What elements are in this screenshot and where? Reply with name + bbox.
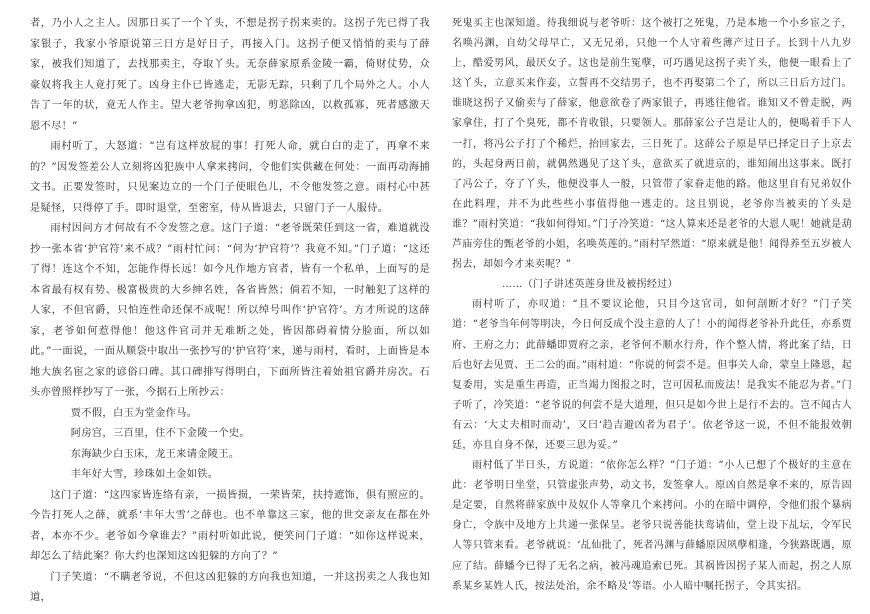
- paragraph: 门子笑道：“不瞒老爷说，不但这凶犯躲的方向我也知道，一并这拐卖之人我也知道，: [30, 571, 430, 603]
- poem-line: 贾不假，白玉为堂金作马。: [70, 407, 198, 419]
- paragraph: 这门子道：“这四家皆连络有亲，一损皆损，一荣皆荣，扶持遮饰，俱有照应的。今告打死人之薛，就系‘丰年大雪’之薛也。也不单靠这三家，他的世交亲友在都在外者，本亦不少。老爷如今拿谁去？”雨村听如此说，便笑问门子道：“如你这样说来，却怎么了结此案？你大约也深知这凶犯躲的方向了？”: [30, 489, 430, 562]
- poem-line: 阿房宫，三百里，住不下金陵一个史。: [70, 428, 250, 439]
- paragraph: 死鬼买主也深知道。待我细说与老爷听：这个被打之死鬼，乃是本地一个小乡宦之子，名唤冯渊，自幼父母早亡，又无兄弟，只他一个人守着些薄产过日子。长到十八九岁上，酷爱男风，最厌女子。这也是前生冤孽，可巧遇见这拐子卖丫头，他便一眼看上了这丫头，立意买来作妾，立誓再不交结男子，也不再娶第二个了，所以三日后方过门。谁晓这拐子又偷卖与了薛家，他意欲卷了两家银子，再逃往他省。谁知又不曾走脱，两家拿住，打了个臭死，都不肯收银，只要领人。那薛家公子岂是让人的，便喝着手下人一打，将冯公子打了个稀烂，抬回家去，三日死了。这薛公子原是早已择定日子上京去的，头起身两日前，就偶然遇见了这丫头，意欲买了就进京的，谁知闹出这事来。既打了冯公子，夺了丫头，他便没事人一般，只管带了家眷走他的路。他这里自有兄弟奴仆在此料理，并不为此些些小事值得他一逃走的。这且别说，老爷你当被卖的丫头是谁？”雨村笑道：“我如何得知。”门子冷笑道：“这人算来还是老爷的大恩人呢！她就是葫芦庙旁住的甄老爷的小姐，名唤英莲的。”雨村罕然道：“原来就是他！闻得养至五岁被人拐去，却如今才来卖呢？”: [452, 18, 852, 271]
- editorial-note: ……（门子讲述英莲身世及被拐经过）: [502, 279, 678, 291]
- paragraph: 雨村听了，大怒道：“岂有这样放屁的事！打死人命，就白白的走了，再拿不来的？”因发签差公人立刻将凶犯族中人拿来拷问，令他们实供藏在何处：一面再动海捕文书。正要发签时，只见案边立的一个门子使眼色儿，不令他发签之意。雨村心中甚是疑怪，只得停了手。即时退堂，至密室，侍从皆退去，只留门子一人服侍。: [30, 141, 430, 214]
- poem-line: 丰年好大雪，珍珠如土金如铁。: [70, 469, 219, 480]
- paragraph: 雨村因问方才何故有不令发签之意。这门子道：“老爷既荣任到这一省，难道就没抄一张本省‘护官符’来不成？”雨村忙问：“何为‘护官符’？我竟不知。”门子道：“这还了得！连这个不知，怎能作得长远！如今凡作地方官者，皆有一个私单，上面写的是本省最有权有势、极富极贵的大乡绅名姓，各省皆然；倘若不知，一时触犯了这样的人家，不但官爵，只怕连性命还保不成呢！所以绰号叫作‘护官符’。方才所说的这薛家，老爷如何惹得他！他这件官司并无难断之处，皆因都碍着情分脸面，所以如此。”一面说，一面从顺袋中取出一张抄写的‘护官符’来，递与雨村，看时，上面皆是本地大族名宦之家的谚俗口碑。其口碑排写得明白，下面所皆注着始祖官爵并房次。石头亦曾照样抄写了一张，今据石上所抄云：: [30, 223, 430, 398]
- right-text-column: [452, 14, 852, 597]
- paragraph: 雨村低了半日头，方说道：“依你怎么样？”门子道：“小人已想了个极好的主意在此：老爷明日坐堂，只管虚张声势，动文书，发签拿人。原凶自然是拿不来的，原告固是定要，自然将薛家族中及奴仆人等拿几个来拷问。小的在暗中调停，令他们报个暴病身亡，令族中及地方上共递一张保呈。老爷只说善能扶鸾请仙，堂上设下乩坛，令军民人等只管来看。老爷就说：‘乩仙批了，死者冯渊与薛蟠原因夙孽相逢，今狭路既遇，原应了结。薛蟠今已得了无名之病，被冯魂追索已死。其祸皆因拐子某人而起，拐之人原系某乡某姓人氏，按法处治，余不略及’等语。小人暗中嘱托拐子，令其实招。: [452, 460, 852, 592]
- paragraph: 者，乃小人之主人。因那日买了一个丫头，不想是拐子拐来卖的。这拐子先已得了我家银子，我家小爷原说第三日方是好日子，再接入门。这拐子便又悄悄的卖与了薛家，被我们知道了，去找那卖主，夺取丫头。无奈薛家原系金陵一霸，倚财仗势，众豪奴将我主人竟打死了。凶身主仆已皆逃走，无影无踪，只剩了几个局外之人。小人告了一年的状，竟无人作主。望大老爷拘拿凶犯，剪恶除凶，以救孤寡，死者感激天恩不尽！”: [30, 18, 430, 132]
- paragraph: 雨村听了，亦叹道：“且不要议论他，只目今这官司，如何剖断才好？”门子笑道：“老爷当年何等明决，今日何反成个没主意的人了！小的闻得老爷补升此任，亦系贾府、王府之力；此薛蟠即贾府之亲，老爷何不顺水行舟，作个整人情，将此案了结，日后也好去见贾、王二公的面。”雨村道：“你说的何尝不是。但事关人命，蒙皇上隆恩，起复委用，实是重生再造，正当竭力图报之时，岂可因私而废法！是我实不能忍为者。”门子听了，冷笑道：“老爷说的何尝不是大道理，但只是如今世上是行不去的。岂不闻古人有云：‘大丈夫相时而动’，又曰‘趋吉避凶者为君子’。依老爷这一说，不但不能报效朝廷，亦且自身不保，还要三思为妥。”: [452, 299, 852, 451]
- left-text-column: [30, 14, 430, 609]
- poem-line: 东海缺少白玉床，龙王来请金陵王。: [70, 448, 240, 460]
